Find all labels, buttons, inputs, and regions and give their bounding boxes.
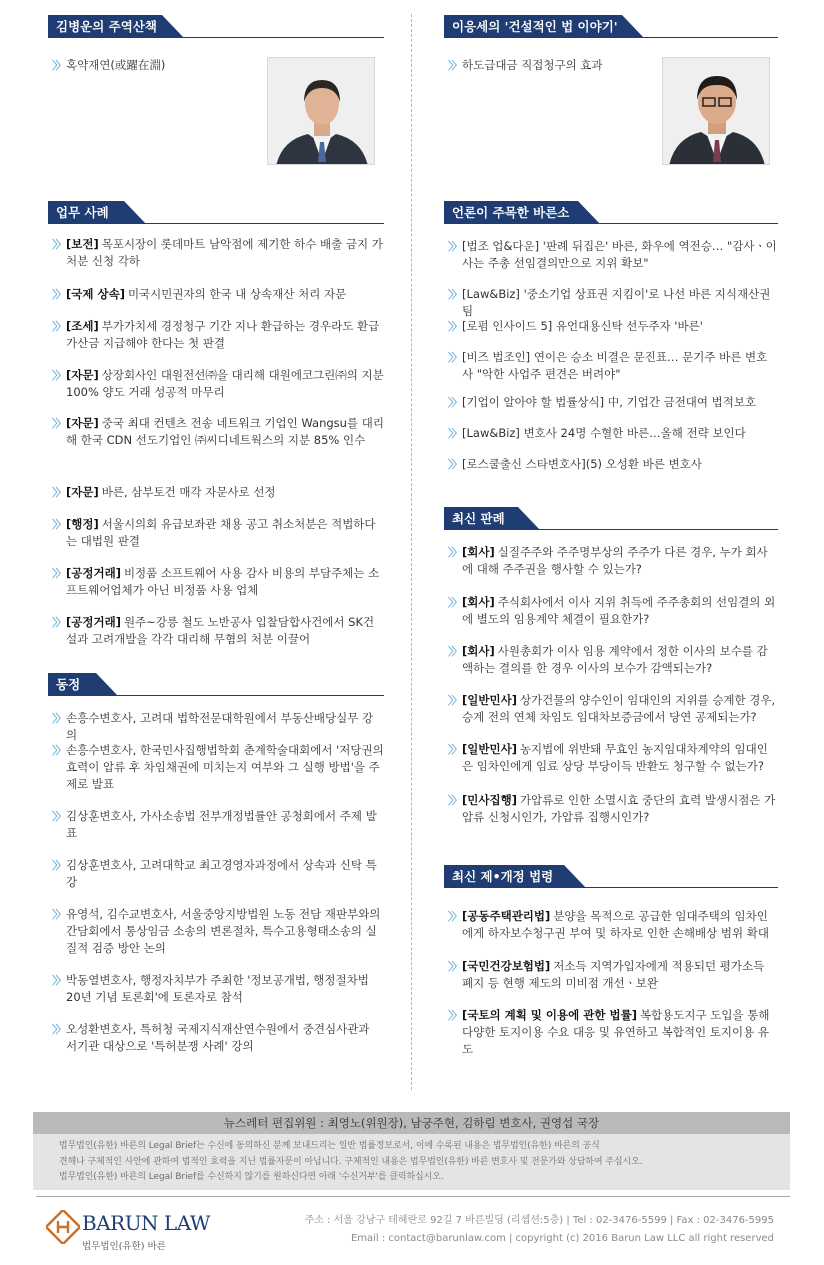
list-item[interactable]: 〉〉 손흥수변호사, 한국민사집행법학회 춘계학술대회에서 '저당권의 효력이 압류 후 차임채권에 미치는지 여부와 그 실행 방법'을 주제로 발표 xyxy=(52,743,384,791)
footer-divider xyxy=(36,1196,790,1197)
logo-wordmark: BARUN LAW xyxy=(82,1211,210,1235)
list-item[interactable]: 〉〉 박동열변호사, 행정자치부가 주최한 '정보공개법, 행정절차법 20년 기념 토론회'에 토론자로 참석 xyxy=(52,973,369,1004)
bullet-icon: 〉〉 xyxy=(52,810,65,823)
bullet-icon: 〉〉 xyxy=(448,351,461,364)
bullet-icon: 〉〉 xyxy=(448,288,461,301)
bullet-icon: 〉〉 xyxy=(52,567,65,580)
list-item[interactable]: 〉〉 하도급대금 직접청구의 효과 xyxy=(448,58,603,72)
contact-info xyxy=(305,1212,774,1248)
list-item[interactable]: 〉〉 [민사집행] 가압류로 인한 소멸시효 중단의 효력 발생시점은 가압류 신청시인가, 가압류 집행시인가? xyxy=(448,793,776,824)
logo-subtitle: 법무법인(유한) 바른 xyxy=(82,1241,166,1252)
bullet-icon: 〉〉 xyxy=(52,1023,65,1036)
bullet-icon: 〉〉 xyxy=(52,518,65,531)
list-item[interactable]: 〉〉 [Law&Biz] '중소기업 상표권 지킴이'로 나선 바른 지식재산권팀 xyxy=(448,287,771,318)
bullet-icon: 〉〉 xyxy=(52,486,65,499)
list-item[interactable]: 〉〉 [법조 업&다운] '판례 뒤집은' 바른, 화우에 역전승… "감사ㆍ이사는 주총 선임결의만으로 지위 확보" xyxy=(448,239,777,270)
bullet-icon: 〉〉 xyxy=(52,908,65,921)
author-photo xyxy=(662,57,770,165)
list-item[interactable]: 〉〉 손흥수변호사, 고려대 법학전문대학원에서 부동산배당실무 강의 xyxy=(52,711,374,742)
section-title: 이응세의 '건설적인 법 이야기' xyxy=(444,15,622,38)
section-header-column xyxy=(444,12,778,40)
list-item[interactable]: 〉〉 [회사] 실질주주와 주주명부상의 주주가 다른 경우, 누가 회사에 대해 주주권을 행사할 수 있는가? xyxy=(448,545,768,576)
bullet-icon: 〉〉 xyxy=(448,960,461,973)
bullet-icon: 〉〉 xyxy=(52,616,65,629)
section-header-rulings xyxy=(444,504,778,532)
address-line: 주소 : 서울 강남구 테헤란로 92길 7 바른빌딩 (리셉션:5층) | Tel : 02-3476-5599 | Fax : 02-3476-5995 xyxy=(304,1215,774,1226)
section-header-media xyxy=(444,198,778,243)
bullet-icon: 〉〉 xyxy=(448,596,461,609)
list-item[interactable]: 〉〉 [자문] 상장회사인 대원전선㈜을 대리해 대원에코그린㈜의 지분 100% 양도 거래 성공적 마무리 xyxy=(52,368,384,399)
list-item[interactable]: 〉〉 [자문] 바른, 삼부토건 매각 자문사로 선정 xyxy=(52,485,276,499)
list-item[interactable]: 〉〉 오성환변호사, 특허청 국제지식재산연수원에서 중견심사관과 서기관 대상으로 '특허분쟁 사례' 강의 xyxy=(52,1022,370,1053)
bullet-icon: 〉〉 xyxy=(448,645,461,658)
list-item[interactable]: 〉〉 [회사] 사원총회가 이사 임용 계약에서 정한 이사의 보수를 감액하는 결의를 한 경우 이사의 보수가 감액되는가? xyxy=(448,644,768,675)
column-divider xyxy=(411,14,412,1090)
bullet-icon: 〉〉 xyxy=(448,396,461,409)
bullet-icon: 〉〉 xyxy=(52,59,65,72)
bullet-icon: 〉〉 xyxy=(448,427,461,440)
barun-law-logo[interactable] xyxy=(46,1208,216,1252)
section-title: 최신 판례 xyxy=(444,507,518,530)
bullet-icon: 〉〉 xyxy=(448,546,461,559)
section-title: 김병운의 주역산책 xyxy=(48,15,162,38)
bullet-icon: 〉〉 xyxy=(448,320,461,333)
section-header-column xyxy=(48,12,384,40)
bullet-icon: 〉〉 xyxy=(448,794,461,807)
bullet-icon: 〉〉 xyxy=(448,910,461,923)
bullet-icon: 〉〉 xyxy=(448,240,461,253)
list-item[interactable]: 〉〉 [일반민사] 상가건물의 양수인이 임대인의 지위를 승계한 경우, 승계 전의 연체 차임도 임대차보증금에서 당연 공제되는가? xyxy=(448,693,776,724)
list-item[interactable]: 〉〉 [자문] 중국 최대 컨텐츠 전송 네트워크 기업인 Wangsu를 대리해 한국 CDN 선도기업인 ㈜씨디네트웍스의 지분 85% 인수 xyxy=(52,416,384,447)
list-item[interactable]: 〉〉 [공정거래] 비정품 소프트웨어 사용 감사 비용의 부담주체는 소프트웨어업체가 아닌 비정품 사용 업체 xyxy=(52,566,380,597)
bullet-icon: 〉〉 xyxy=(448,458,461,471)
bullet-icon: 〉〉 xyxy=(448,743,461,756)
list-item[interactable]: 〉〉 [기업이 알아야 할 법률상식] 中, 기업간 금전대여 법적보호 xyxy=(448,395,757,409)
email-line[interactable]: Email : contact@barunlaw.com | copyright (c) 2016 Barun Law LLC all right reserved xyxy=(350,1233,774,1244)
bullet-icon: 〉〉 xyxy=(52,288,65,301)
bullet-icon: 〉〉 xyxy=(52,369,65,382)
bullet-icon: 〉〉 xyxy=(52,238,65,251)
list-item[interactable]: 〉〉 혹약재연(或躍在淵) xyxy=(52,58,166,72)
author-photo xyxy=(267,57,375,165)
section-title: 동정 xyxy=(48,673,96,696)
bullet-icon: 〉〉 xyxy=(448,59,461,72)
section-header-laws xyxy=(444,862,778,890)
list-item[interactable]: 〉〉 [공정거래] 원주~강릉 철도 노반공사 입찰담합사건에서 SK건설과 고려개발을 각각 대리해 무혐의 처분 이끌어 xyxy=(52,615,375,646)
legal-notice: 법무법인(유한) 바른의 Legal Brief는 수신에 동의하신 분께 보내드리는 일반 법률정보로서, 이에 수록된 내용은 법무법인(유한) 바른의 공식 견해나 구체적인 사안에 관하여 법적인 효력을 지닌 법률자문이 아닙니다. 구체적인 내용은 법무법인(유한) 바른 변호사 및 전문가와 상담하여 주십시오. 법무법인(유한) 바른의 Legal Brief를 수신하지 않기를 원하신다면 아래 '수신거부'를 클릭하십시오. xyxy=(33,1134,790,1190)
list-item[interactable]: 〉〉 [보전] 목포시장이 롯데마트 남악점에 제기한 하수 배출 금지 가처분 신청 각하 xyxy=(52,237,383,268)
list-item[interactable]: 〉〉 김상훈변호사, 고려대학교 최고경영자과정에서 상속과 신탁 특강 xyxy=(52,858,377,889)
list-item[interactable]: 〉〉 [국토의 계획 및 이용에 관한 법률] 복합용도지구 도입을 통해 다양한 토지이용 수요 대응 및 유연하고 복합적인 토지이용 유도 xyxy=(448,1008,770,1056)
editors-bar: 뉴스레터 편집위원 : 최영노(위원장), 남궁주현, 김하림 변호사, 권영섭 국장 xyxy=(33,1112,790,1134)
list-item[interactable]: 〉〉 [로펌 인사이드 5] 유언대용신탁 선두주자 '바른' xyxy=(448,319,703,333)
list-item[interactable]: 〉〉 유영석, 김수교변호사, 서울중앙지방법원 노동 전담 재판부와의 간담회에서 통상임금 소송의 변론절차, 특수고용형태소송의 실질적 검증 방안 논의 xyxy=(52,907,381,955)
bullet-icon: 〉〉 xyxy=(52,974,65,987)
section-header-cases xyxy=(48,198,384,226)
section-title: 언론이 주목한 바른소식 xyxy=(444,201,578,224)
list-item[interactable]: 〉〉 [회사] 주식회사에서 이사 지위 취득에 주주총회의 선임결의 외에 별도의 임용계약 체결이 필요한가? xyxy=(448,595,776,626)
bullet-icon: 〉〉 xyxy=(448,694,461,707)
bullet-icon: 〉〉 xyxy=(52,417,65,430)
bullet-icon: 〉〉 xyxy=(52,744,65,757)
list-item[interactable]: 〉〉 [로스쿨출신 스타변호사](5) 오성환 바른 변호사 xyxy=(448,457,702,471)
section-title: 최신 제•개정 법령 xyxy=(444,865,564,888)
section-header-news xyxy=(48,670,384,698)
bullet-icon: 〉〉 xyxy=(52,320,65,333)
list-item[interactable]: 〉〉 [조세] 부가가치세 경정청구 기간 지나 환급하는 경우라도 환급가산금 지급해야 한다는 첫 판결 xyxy=(52,319,380,350)
list-item[interactable]: 〉〉 [공동주택관리법] 분양을 목적으로 공급한 임대주택의 임차인에게 하자보수청구권 부여 및 하자로 인한 손해배상 범위 확대 xyxy=(448,909,769,940)
bullet-icon: 〉〉 xyxy=(448,1009,461,1022)
section-title: 업무 사례 xyxy=(48,201,124,224)
list-item[interactable]: 〉〉 [비즈 법조인] 연이은 승소 비결은 문진표… 문기주 바른 변호사 "악한 사업주 편견은 버려야" xyxy=(448,350,768,381)
list-item[interactable]: 〉〉 [국제 상속] 미국시민권자의 한국 내 상속재산 처리 자문 xyxy=(52,287,347,301)
list-item[interactable]: 〉〉 [Law&Biz] 변호사 24명 수혈한 바른…올해 전략 보인다 xyxy=(448,426,746,440)
list-item[interactable]: 〉〉 [행정] 서울시의회 유급보좌관 채용 공고 취소처분은 적법하다는 대법원 판결 xyxy=(52,517,376,548)
logo-diamond-icon xyxy=(46,1210,80,1244)
list-item[interactable]: 〉〉 [국민건강보험법] 저소득 지역가입자에게 적용되던 평가소득 폐지 등 현행 제도의 미비점 개선ㆍ보완 xyxy=(448,959,765,990)
list-item[interactable]: 〉〉 김상훈변호사, 가사소송법 전부개정법률안 공청회에서 주제 발표 xyxy=(52,809,377,840)
list-item[interactable]: 〉〉 [일반민사] 농지법에 위반돼 무효인 농지임대차계약의 임대인은 임차인에게 임료 상당 부당이득 반환도 청구할 수 없는가? xyxy=(448,742,768,773)
bullet-icon: 〉〉 xyxy=(52,859,65,872)
bullet-icon: 〉〉 xyxy=(52,712,65,725)
